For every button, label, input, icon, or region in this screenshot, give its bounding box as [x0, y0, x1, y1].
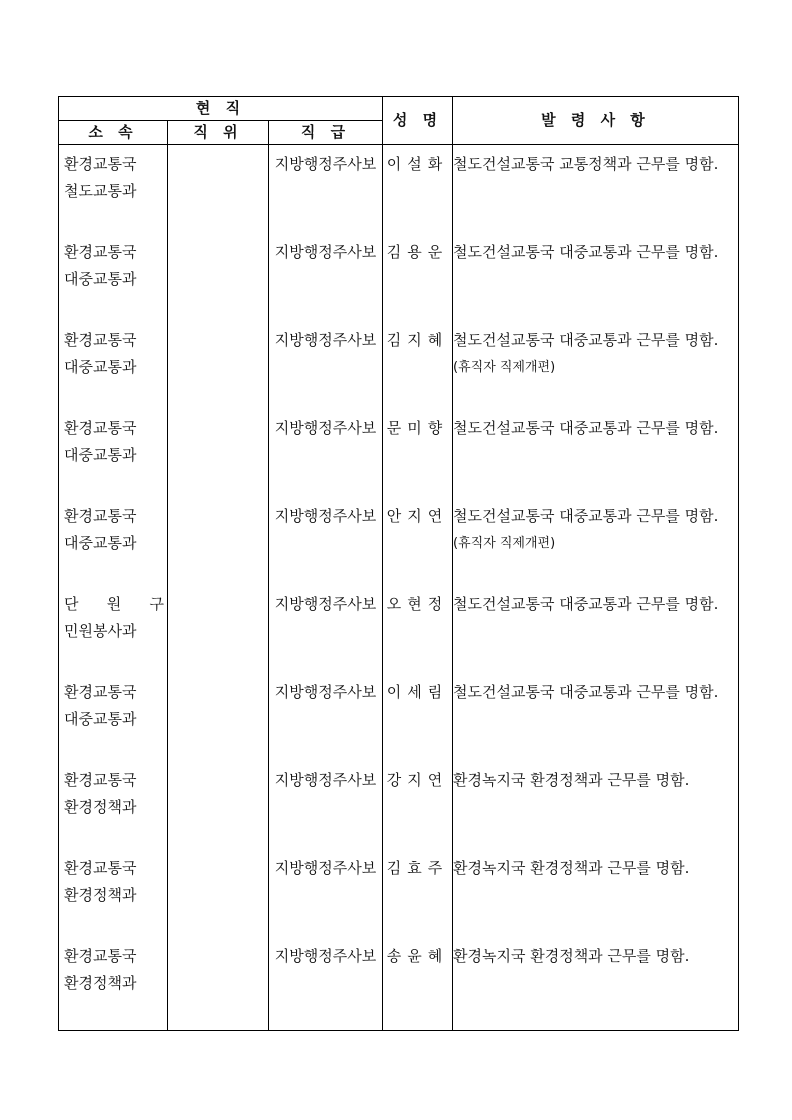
department-cell: [59, 409, 168, 497]
action-text: 철도건설교통국 대중교통과 근무를 명함.: [453, 242, 719, 261]
name-cell: 안지연: [383, 497, 453, 585]
grade-cell: 지방행정주사보: [269, 409, 383, 497]
department-line-2: 민원봉사과: [64, 621, 137, 640]
action-cell: [453, 321, 739, 409]
department-line-2: 철도교통과: [64, 182, 137, 200]
grade-cell: 지방행정주사보: [269, 585, 383, 673]
grade-header: 직 급: [269, 121, 383, 145]
personnel-table: [58, 96, 739, 1031]
department-line-2: 대중교통과: [64, 709, 137, 728]
position-cell: [168, 497, 269, 585]
action-cell: [453, 145, 739, 233]
action-text: 철도건설교통국 대중교통과 근무를 명함.: [453, 418, 719, 437]
action-cell: [453, 233, 739, 321]
grade-cell: 지방행정주사보: [269, 761, 383, 849]
department-line-1: 환경교통국: [64, 242, 137, 261]
action-text: 철도건설교통국 대중교통과 근무를 명함.: [453, 506, 719, 525]
action-cell: [453, 409, 739, 497]
name-cell: 오현정: [383, 585, 453, 673]
grade-cell: 지방행정주사보: [269, 937, 383, 1031]
department-line-1: 환경교통국: [64, 418, 137, 437]
action-text: 철도건설교통국 대중교통과 근무를 명함.: [453, 594, 719, 613]
position-cell: [168, 321, 269, 409]
department-line-2: 환경정책과: [64, 797, 137, 816]
position-header: 직 위: [168, 121, 269, 145]
position-cell: [168, 849, 269, 937]
department-cell: [59, 937, 168, 1031]
action-note: (휴직자 직제개편): [453, 535, 556, 551]
department-line-1: 환경교통국: [64, 330, 137, 349]
table-row: [59, 585, 739, 673]
table-row: [59, 145, 739, 233]
department-line-1: 환경교통국: [64, 506, 137, 525]
table-body: [59, 145, 739, 1031]
table-row: [59, 761, 739, 849]
grade-cell: 지방행정주사보: [269, 673, 383, 761]
position-cell: [168, 409, 269, 497]
name-cell: 김효주: [383, 849, 453, 937]
department-cell: [59, 145, 168, 233]
table-row: [59, 233, 739, 321]
action-text: 환경녹지국 환경정책과 근무를 명함.: [453, 770, 690, 789]
name-header: 성 명: [383, 97, 453, 145]
department-header: 소 속: [59, 121, 168, 145]
department-line-2: 대중교통과: [64, 357, 137, 376]
action-text: 환경녹지국 환경정책과 근무를 명함.: [453, 946, 690, 965]
name-cell: 김용운: [383, 233, 453, 321]
department-line-2: 대중교통과: [64, 269, 137, 288]
action-cell: [453, 497, 739, 585]
department-line-2: 대중교통과: [64, 445, 137, 464]
table-row: [59, 673, 739, 761]
action-note: (휴직자 직제개편): [453, 359, 556, 375]
name-cell: 송윤혜: [383, 937, 453, 1031]
department-line-1: 환경교통국: [64, 946, 137, 965]
action-text: 철도건설교통국 대중교통과 근무를 명함.: [453, 682, 719, 701]
name-cell: 강지연: [383, 761, 453, 849]
action-text: 환경녹지국 환경정책과 근무를 명함.: [453, 858, 690, 877]
table-row: [59, 409, 739, 497]
table-row: [59, 937, 739, 1031]
position-cell: [168, 937, 269, 1031]
position-cell: [168, 761, 269, 849]
department-line-1: 환경교통국: [64, 858, 137, 877]
grade-cell: 지방행정주사보: [269, 145, 383, 233]
grade-cell: 지방행정주사보: [269, 233, 383, 321]
position-cell: [168, 673, 269, 761]
department-line-1: 단 원 구: [64, 594, 164, 613]
table-header: [59, 97, 739, 145]
name-cell: 문미향: [383, 409, 453, 497]
action-cell: [453, 761, 739, 849]
position-cell: [168, 145, 269, 233]
action-text: 철도건설교통국 교통정책과 근무를 명함.: [453, 155, 719, 173]
grade-cell: 지방행정주사보: [269, 497, 383, 585]
department-cell: [59, 585, 168, 673]
name-cell: 김지혜: [383, 321, 453, 409]
name-cell: 이설화: [383, 145, 453, 233]
department-line-1: 환경교통국: [64, 682, 137, 701]
action-cell: [453, 937, 739, 1031]
department-cell: [59, 233, 168, 321]
table-row: [59, 497, 739, 585]
department-cell: [59, 673, 168, 761]
department-cell: [59, 497, 168, 585]
position-cell: [168, 585, 269, 673]
action-text: 철도건설교통국 대중교통과 근무를 명함.: [453, 330, 719, 349]
table-row: [59, 321, 739, 409]
department-cell: [59, 761, 168, 849]
action-cell: [453, 849, 739, 937]
department-cell: [59, 849, 168, 937]
current-post-header: 현 직: [59, 97, 383, 121]
action-cell: [453, 673, 739, 761]
department-line-2: 환경정책과: [64, 885, 137, 904]
grade-cell: 지방행정주사보: [269, 321, 383, 409]
department-cell: [59, 321, 168, 409]
table-row: [59, 849, 739, 937]
action-cell: [453, 585, 739, 673]
name-cell: 이세림: [383, 673, 453, 761]
action-header: 발 령 사 항: [453, 97, 739, 145]
position-cell: [168, 233, 269, 321]
department-line-2: 대중교통과: [64, 533, 137, 552]
grade-cell: 지방행정주사보: [269, 849, 383, 937]
department-line-2: 환경정책과: [64, 973, 137, 992]
department-line-1: 환경교통국: [64, 770, 137, 789]
department-line-1: 환경교통국: [64, 155, 137, 173]
